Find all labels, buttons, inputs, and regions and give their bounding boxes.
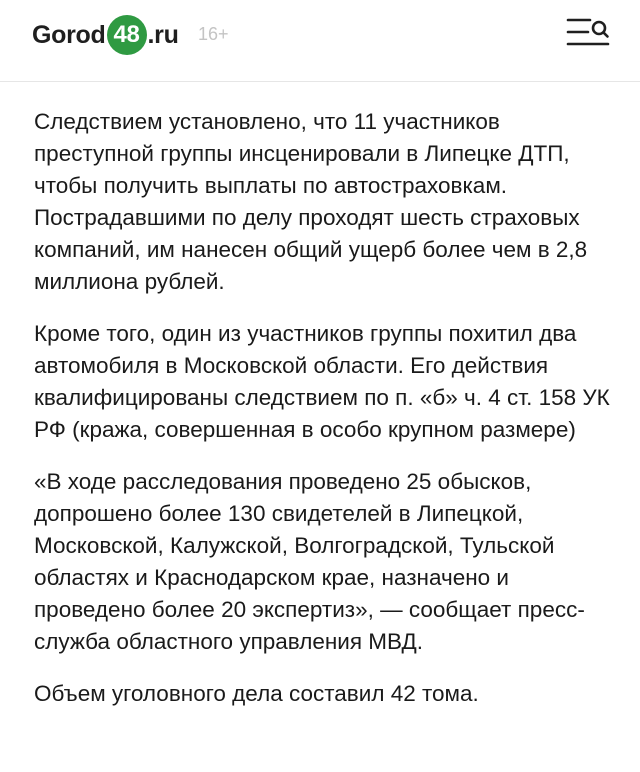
article-body: [34, 106, 614, 730]
article-paragraph: Кроме того, один из участников группы похитил два автомобиля в Московской области. Его действия квалифицированы следствием по п. «б» ч. 4 ст. 158 УК РФ (кража, совершенная в особо крупном размере): [34, 321, 610, 442]
logo-suffix: .ru: [147, 20, 179, 49]
logo-badge: 48: [107, 15, 147, 55]
site-logo[interactable]: [32, 15, 179, 55]
menu-search-icon: [566, 17, 610, 49]
site-header: [0, 0, 640, 82]
article-paragraph: «В ходе расследования проведено 25 обысков, допрошено более 130 свидетелей в Липецкой, Московской, Калужской, Волгоградской, Тульской областях и Краснодарском крае, назначено и проведено более 20 экспертиз», — сообщает пресс-служба областного управления МВД.: [34, 469, 585, 654]
menu-search-button[interactable]: [566, 17, 610, 49]
age-rating: 16+: [198, 24, 229, 44]
logo-prefix: Gorod: [32, 20, 106, 49]
article-paragraph: Следствием установлено, что 11 участников преступной группы инсценировали в Липецке ДТП, чтобы получить выплаты по автостраховкам. Пострадавшими по делу проходят шесть страховых компаний, им нанесен общий ущерб более чем в 2,8 миллиона рублей.: [34, 109, 588, 294]
article-paragraph: Объем уголовного дела составил 42 тома.: [34, 681, 479, 706]
